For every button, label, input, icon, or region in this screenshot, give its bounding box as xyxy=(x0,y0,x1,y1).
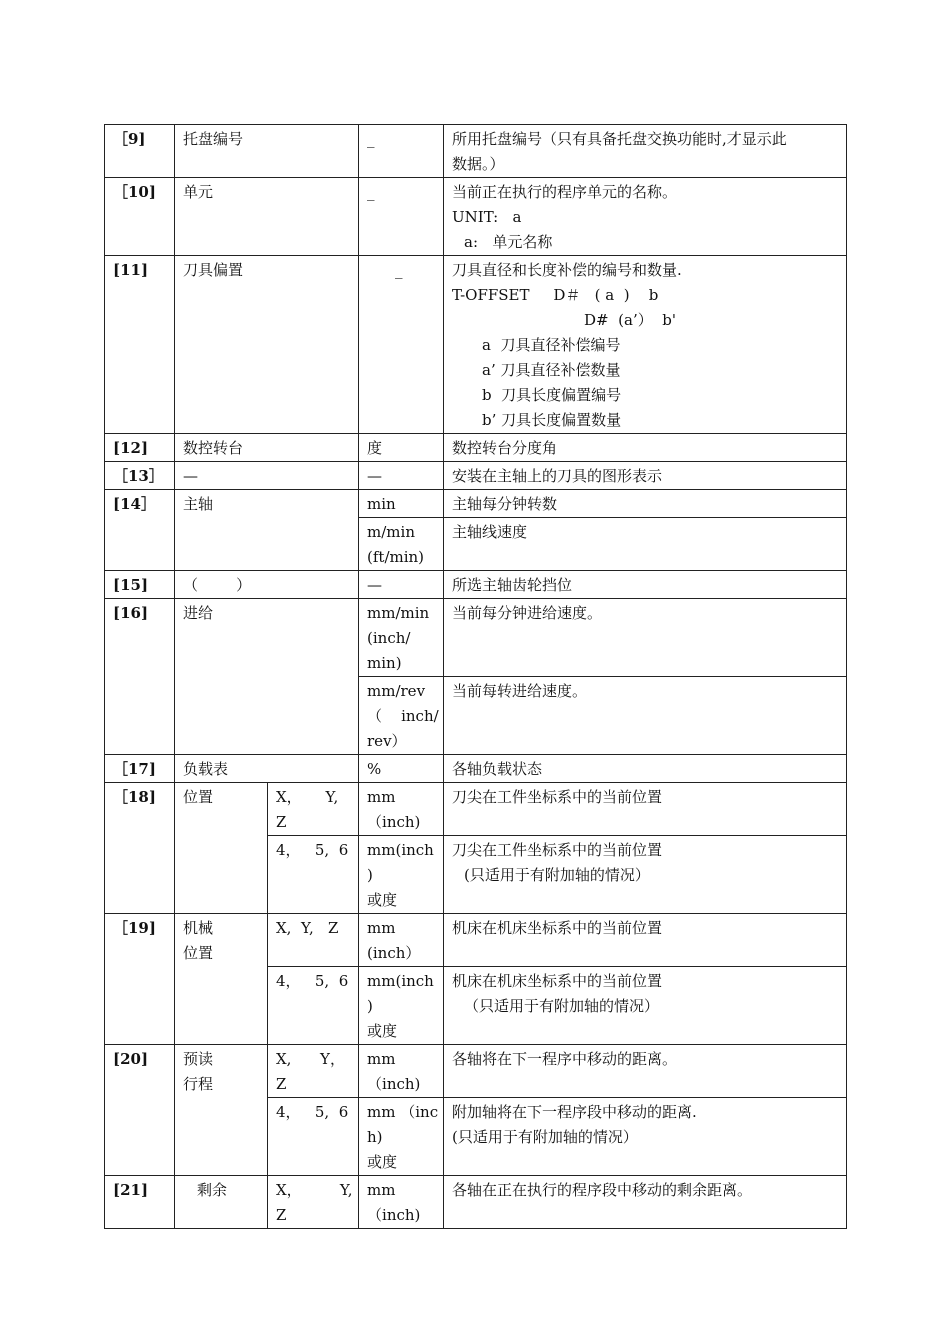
item-name: （ ） xyxy=(175,571,359,599)
axis-cell xyxy=(268,1045,359,1098)
unit-line: mm(inch xyxy=(367,841,434,859)
unit-line: h) xyxy=(367,1128,383,1146)
description-line: (只适用于有附加轴的情况） xyxy=(464,866,650,884)
item-description xyxy=(444,1045,847,1098)
name-line: 机械 xyxy=(183,919,214,937)
description-line: 刀具直径和长度补偿的编号和数量. xyxy=(452,261,682,279)
table-row xyxy=(105,434,847,462)
item-unit xyxy=(359,1098,444,1176)
item-unit xyxy=(359,783,444,836)
item-number: [21] xyxy=(105,1176,175,1229)
axis-line: 4， 5, 6 xyxy=(276,972,349,990)
axis-cell xyxy=(268,967,359,1045)
unit-line: (inch） xyxy=(367,944,421,962)
item-unit xyxy=(359,1045,444,1098)
axis-cell xyxy=(268,914,359,967)
axis-line: Z xyxy=(276,1075,287,1093)
item-name: 主轴 xyxy=(175,490,359,571)
description-line: 刀尖在工件坐标系中的当前位置 xyxy=(452,841,663,859)
item-description xyxy=(444,125,847,178)
unit-line: （inch) xyxy=(367,813,421,831)
description-line: b 刀具长度偏置编号 xyxy=(482,386,622,404)
unit-line: mm （inc xyxy=(367,1103,439,1121)
item-number: ［17] xyxy=(105,755,175,783)
item-number: [16] xyxy=(105,599,175,755)
unit-line: ) xyxy=(367,866,373,884)
item-name: 刀具偏置 xyxy=(175,256,359,434)
item-name: 单元 xyxy=(175,178,359,256)
item-description xyxy=(444,914,847,967)
description-line: (只适用于有附加轴的情况） xyxy=(452,1128,638,1146)
item-name xyxy=(175,1045,268,1176)
description-line: a’ 刀具直径补偿数量 xyxy=(482,361,621,379)
item-description: 当前每分钟进给速度。 xyxy=(444,599,847,677)
axis-line: X， Y, xyxy=(276,1181,353,1199)
parameter-table xyxy=(104,124,847,1229)
item-description: 各轴负载状态 xyxy=(444,755,847,783)
table-row xyxy=(105,914,847,967)
description-line: 数据。） xyxy=(452,155,505,173)
item-number: ［18] xyxy=(105,783,175,914)
description-line: D# (a’） b' xyxy=(584,311,676,329)
item-description: 主轴每分钟转数 xyxy=(444,490,847,518)
unit-line: (ft/min) xyxy=(367,548,425,566)
item-unit xyxy=(359,967,444,1045)
item-unit: _ xyxy=(359,125,444,178)
item-description xyxy=(444,1098,847,1176)
unit-line: （ inch/ xyxy=(367,707,439,725)
item-number: [15] xyxy=(105,571,175,599)
unit-line: 或度 xyxy=(367,891,398,909)
item-description: 安装在主轴上的刀具的图形表示 xyxy=(444,462,847,490)
table-row xyxy=(105,178,847,256)
item-unit xyxy=(359,677,444,755)
item-number: ［13］ xyxy=(105,462,175,490)
item-number: ［19] xyxy=(105,914,175,1045)
item-name: 进给 xyxy=(175,599,359,755)
unit-line: (inch/ xyxy=(367,629,411,647)
unit-line: ) xyxy=(367,997,373,1015)
unit-line: min) xyxy=(367,654,402,672)
item-description: 主轴线速度 xyxy=(444,518,847,571)
item-name xyxy=(175,914,268,1045)
axis-cell xyxy=(268,1098,359,1176)
description-line: T-OFFSET D＃ ( a ) b xyxy=(452,286,659,304)
unit-line: 或度 xyxy=(367,1153,398,1171)
name-line: 位置 xyxy=(183,944,214,962)
description-line: a: 单元名称 xyxy=(464,233,553,251)
unit-line: min xyxy=(367,495,396,513)
unit-line: m/min xyxy=(367,523,415,541)
item-description: 所选主轴齿轮挡位 xyxy=(444,571,847,599)
table-row xyxy=(105,462,847,490)
item-unit: — xyxy=(359,462,444,490)
item-number: [11] xyxy=(105,256,175,434)
description-line: 机床在机床坐标系中的当前位置 xyxy=(452,919,663,937)
table-row xyxy=(105,256,847,434)
unit-line: rev） xyxy=(367,732,407,750)
item-unit xyxy=(359,599,444,677)
item-description xyxy=(444,783,847,836)
item-description xyxy=(444,967,847,1045)
item-name: 数控转台 xyxy=(175,434,359,462)
table-row xyxy=(105,490,847,518)
name-line: 预读 xyxy=(183,1050,214,1068)
item-name: 托盘编号 xyxy=(175,125,359,178)
item-number: [14］ xyxy=(105,490,175,571)
description-line: 机床在机床坐标系中的当前位置 xyxy=(452,972,663,990)
item-description xyxy=(444,256,847,434)
item-number: [20] xyxy=(105,1045,175,1176)
table-row xyxy=(105,599,847,677)
unit-line: mm xyxy=(367,788,396,806)
axis-cell xyxy=(268,783,359,836)
item-unit: — xyxy=(359,571,444,599)
table-row xyxy=(105,783,847,836)
axis-line: X， Y, xyxy=(276,788,339,806)
axis-line: 4， 5, 6 xyxy=(276,1103,349,1121)
item-number: [12] xyxy=(105,434,175,462)
item-unit: % xyxy=(359,755,444,783)
axis-line: 4， 5, 6 xyxy=(276,841,349,859)
table-row xyxy=(105,755,847,783)
item-unit: _ xyxy=(359,256,444,434)
description-line: a 刀具直径补偿编号 xyxy=(482,336,621,354)
unit-line: mm/rev xyxy=(367,682,426,700)
item-description xyxy=(444,178,847,256)
unit-line: （inch) xyxy=(367,1075,421,1093)
item-name: — xyxy=(175,462,359,490)
axis-cell xyxy=(268,1176,359,1229)
axis-line: X, Y， xyxy=(276,1050,345,1068)
item-name: 剩余 xyxy=(175,1176,268,1229)
axis-line: X, Y, Z xyxy=(276,919,339,937)
description-line: 刀尖在工件坐标系中的当前位置 xyxy=(452,788,663,806)
item-unit xyxy=(359,836,444,914)
unit-line: 或度 xyxy=(367,1022,398,1040)
description-line: 附加轴将在下一程序段中移动的距离. xyxy=(452,1103,697,1121)
description-line: UNIT: a xyxy=(452,208,522,226)
item-name: 位置 xyxy=(175,783,268,914)
item-description xyxy=(444,836,847,914)
item-name: 负载表 xyxy=(175,755,359,783)
unit-line: mm xyxy=(367,1050,396,1068)
item-unit xyxy=(359,490,444,518)
description-line: 所用托盘编号（只有具备托盘交换功能时,才显示此 xyxy=(452,130,787,148)
unit-line: （inch) xyxy=(367,1206,421,1224)
item-number: ［9] xyxy=(105,125,175,178)
table-row xyxy=(105,1045,847,1098)
item-description: 当前每转进给速度。 xyxy=(444,677,847,755)
description-line: 各轴将在下一程序中移动的距离。 xyxy=(452,1050,678,1068)
unit-line: mm(inch xyxy=(367,972,434,990)
item-description: 数控转台分度角 xyxy=(444,434,847,462)
unit-line: mm xyxy=(367,919,396,937)
axis-line: Z xyxy=(276,1206,287,1224)
description-line: 当前正在执行的程序单元的名称。 xyxy=(452,183,678,201)
item-number: ［10] xyxy=(105,178,175,256)
table-row xyxy=(105,1176,847,1229)
item-unit xyxy=(359,914,444,967)
item-unit: _ xyxy=(359,178,444,256)
table-row xyxy=(105,571,847,599)
item-unit: 度 xyxy=(359,434,444,462)
axis-line: Z xyxy=(276,813,287,831)
description-line: 各轴在正在执行的程序段中移动的剩余距离。 xyxy=(452,1181,753,1199)
item-description xyxy=(444,1176,847,1229)
table-row xyxy=(105,125,847,178)
unit-line: mm/min xyxy=(367,604,430,622)
item-unit xyxy=(359,518,444,571)
unit-line: mm xyxy=(367,1181,396,1199)
item-unit xyxy=(359,1176,444,1229)
description-line: b’ 刀具长度偏置数量 xyxy=(482,411,622,429)
description-line: （只适用于有附加轴的情况） xyxy=(464,997,660,1015)
axis-cell xyxy=(268,836,359,914)
name-line: 行程 xyxy=(183,1075,214,1093)
